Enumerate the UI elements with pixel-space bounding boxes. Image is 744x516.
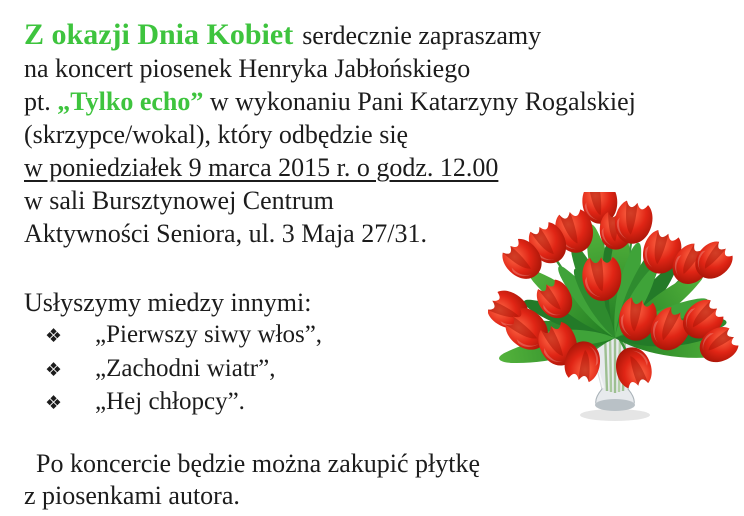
diamond-bullet-icon: ❖ bbox=[45, 358, 63, 381]
concert-title-highlight: „Tylko echo” bbox=[57, 87, 204, 116]
tulips-bouquet-image bbox=[488, 192, 744, 442]
line-address: Aktywności Seniora, ul. 3 Maja 27/31. bbox=[24, 219, 427, 248]
line-performer bbox=[24, 85, 636, 118]
line-instruments: (skrzypce/wokal), który odbędzie się bbox=[24, 120, 409, 149]
footer-line-1: Po koncercie będzie można zakupić płytkę bbox=[36, 449, 480, 478]
line-venue: w sali Bursztynowej Centrum bbox=[24, 186, 334, 215]
list-item bbox=[45, 353, 322, 387]
list-item bbox=[45, 319, 322, 353]
title-rest: serdecznie zapraszamy bbox=[302, 21, 542, 50]
list-item bbox=[45, 386, 322, 420]
songs-list bbox=[45, 319, 322, 420]
songs-intro: Usłyszymy miedzy innymi: bbox=[24, 288, 312, 317]
song-title: „Hej chłopcy”. bbox=[95, 388, 245, 415]
diamond-bullet-icon: ❖ bbox=[45, 325, 63, 347]
footer-paragraph bbox=[24, 448, 480, 512]
line-performer-rest: w wykonaniu Pani Katarzyny Rogalskiej bbox=[203, 87, 636, 116]
song-title: „Pierwszy siwy włos”, bbox=[95, 321, 323, 348]
song-title: „Zachodni wiatr”, bbox=[95, 354, 276, 382]
line-performer-prefix: pt. bbox=[24, 87, 58, 116]
footer-line-2: z piosenkami autora. bbox=[24, 481, 240, 510]
title-line bbox=[24, 18, 636, 52]
line-date-time: w poniedziałek 9 marca 2015 r. o godz. 12.00 bbox=[24, 153, 499, 182]
diamond-bullet-icon: ❖ bbox=[45, 392, 63, 414]
title-highlight: Z okazji Dnia Kobiet bbox=[24, 18, 294, 51]
line-concert: na koncert piosenek Henryka Jabłońskiego bbox=[24, 54, 471, 83]
